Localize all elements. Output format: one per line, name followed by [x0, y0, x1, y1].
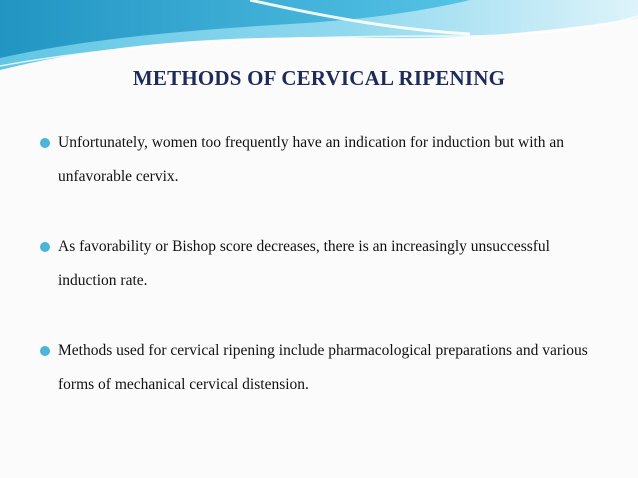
- bullet-text: As favorability or Bishop score decreases, there is an increasingly unsuccessful induction rate.: [58, 238, 550, 289]
- bullet-dot-icon: [40, 346, 50, 356]
- bullet-text: Unfortunately, women too frequently have an indication for induction but with an unfavorable cervix.: [58, 134, 565, 185]
- slide-title: METHODS OF CERVICAL RIPENING: [132, 66, 506, 90]
- bullet-item: [40, 334, 600, 402]
- bullet-item: [40, 230, 600, 298]
- bullet-item: [40, 126, 600, 194]
- bullet-dot-icon: [40, 138, 50, 148]
- bullet-text: Methods used for cervical ripening include pharmacological preparations and various forms of mechanical cervical distension.: [58, 342, 588, 393]
- bullet-dot-icon: [40, 242, 50, 252]
- bullet-list: [40, 126, 600, 438]
